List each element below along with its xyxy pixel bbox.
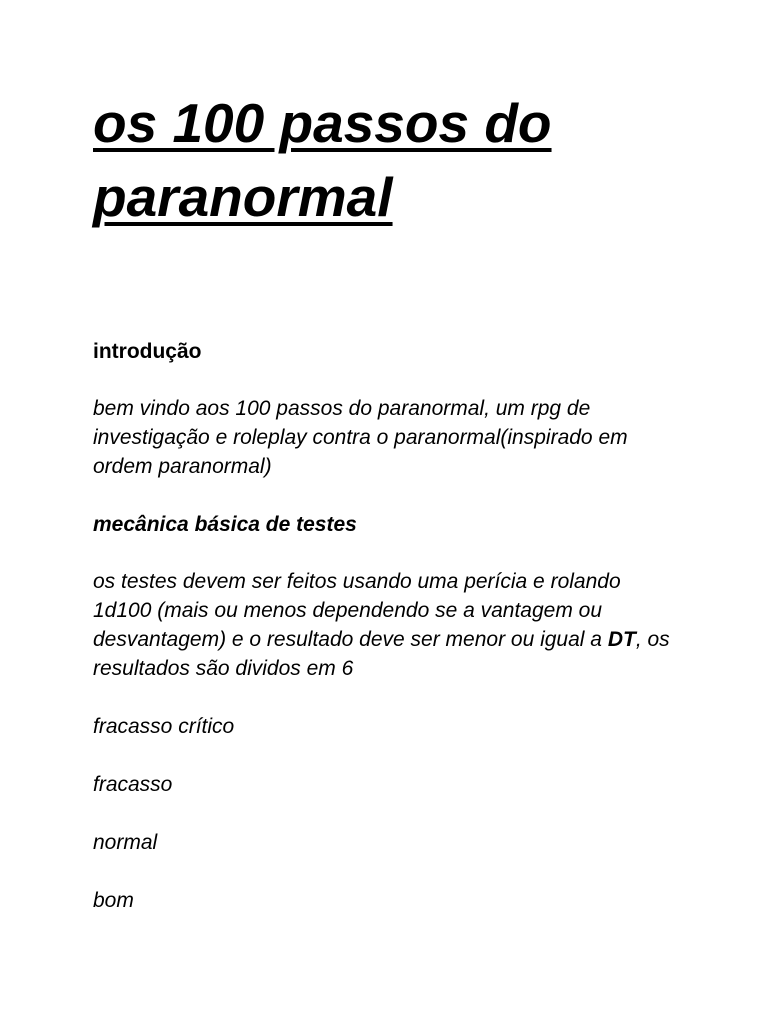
result-item-critical-failure: fracasso crítico	[93, 715, 235, 738]
result-item-failure: fracasso	[93, 773, 173, 796]
intro-paragraph: bem vindo aos 100 passos do paranormal, um rpg de investigação e roleplay contra o paranormal(inspirado em ordem paranormal)	[93, 397, 628, 478]
mechanics-text-before: os testes devem ser feitos usando uma perícia e rolando 1d100 (mais ou menos dependendo se a vantagem ou desvantagem) e o resultado deve ser menor ou igual a	[93, 570, 621, 651]
intro-heading: introdução	[93, 340, 202, 363]
mechanics-heading: mecânica básica de testes	[93, 513, 357, 536]
result-item-good: bom	[93, 889, 134, 912]
mechanics-paragraph	[93, 567, 683, 683]
dt-emphasis: DT	[607, 628, 636, 651]
mechanics-text-after: , os resultados são dividos em 6	[93, 628, 670, 680]
document-title: os 100 passos do paranormal	[93, 92, 552, 228]
result-item-normal: normal	[93, 831, 158, 854]
